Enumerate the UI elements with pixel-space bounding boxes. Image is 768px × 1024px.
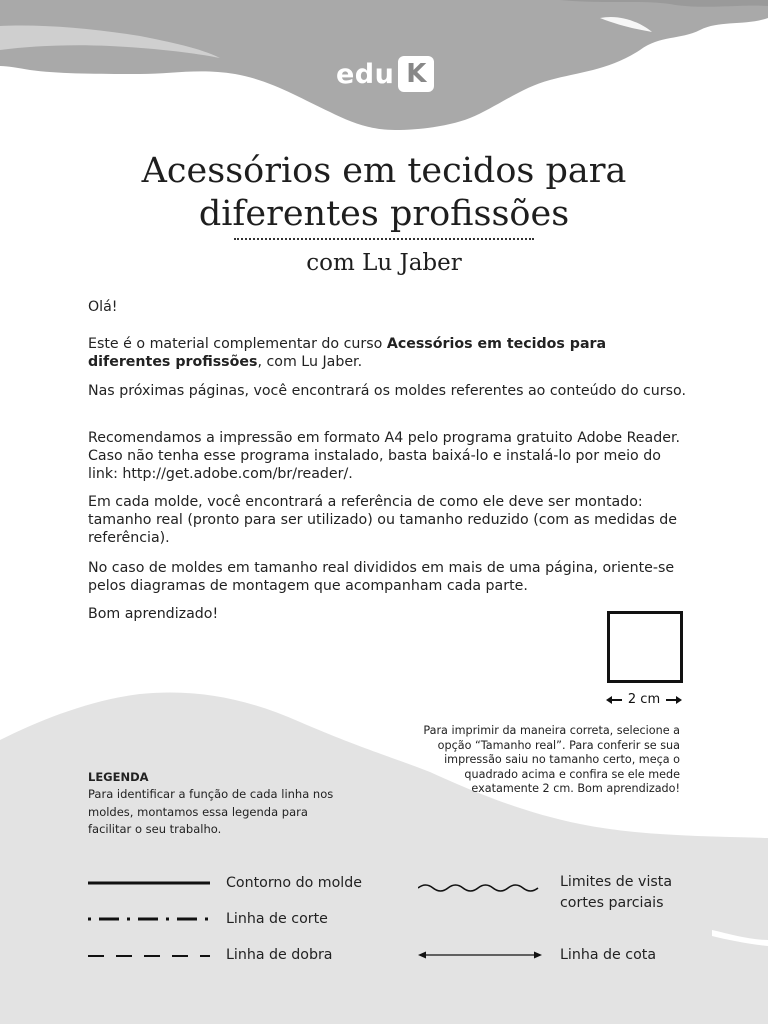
title-dotted-divider bbox=[234, 238, 534, 240]
calibration-square bbox=[607, 611, 683, 683]
legend-title: LEGENDA bbox=[88, 770, 149, 784]
paragraph-1 bbox=[88, 335, 688, 371]
legend-label-vista-line2: cortes parciais bbox=[560, 895, 664, 911]
legend-label-vista bbox=[560, 872, 672, 914]
paragraph-3: Recomendamos a impressão em formato A4 pelo programa gratuito Adobe Reader. Caso não tenha esse programa instalado, basta baixá-lo e instalá-lo por meio do link: http://get.adobe.com/br/reader/. bbox=[88, 430, 680, 482]
course-name: Acessórios em tecidos para diferentes profissões bbox=[88, 336, 607, 370]
paragraph-2: Nas próximas páginas, você encontrará os moldes referentes ao conteúdo do curso. bbox=[88, 383, 686, 399]
greeting: Olá! bbox=[88, 299, 118, 315]
paragraph-5: No caso de moldes em tamanho real divididos em mais de uma página, oriente-se pelos diagramas de montagem que acompanham cada parte. bbox=[88, 560, 675, 594]
closing-text: Bom aprendizado! bbox=[88, 606, 219, 622]
legend-label-cota: Linha de cota bbox=[560, 947, 657, 963]
legend-description: Para identificar a função de cada linha nos moldes, montamos essa legenda para facilitar o seu trabalho. bbox=[88, 787, 334, 836]
legend-label-corte: Linha de corte bbox=[226, 911, 328, 927]
print-instructions: Para imprimir da maneira correta, selecione a opção “Tamanho real”. Para conferir se sua impressão saiu no tamanho certo, meça o quadrado acima e confira se ele mede exatamente 2 cm. Bom aprendizado! bbox=[423, 724, 680, 795]
edu-k-logo bbox=[336, 56, 434, 92]
logo-text: edu bbox=[336, 58, 395, 90]
scale-indicator bbox=[606, 692, 682, 707]
scale-label: 2 cm bbox=[627, 692, 661, 707]
document-title bbox=[84, 150, 684, 236]
legend-left-samples bbox=[88, 876, 212, 966]
paragraph-1-post: , com Lu Jaber. bbox=[257, 354, 363, 370]
legend-label-vista-line1: Limites de vista bbox=[560, 874, 673, 890]
wavy-line-sample bbox=[418, 885, 538, 891]
legend-label-contorno: Contorno do molde bbox=[226, 875, 362, 891]
arrow-left-icon bbox=[606, 696, 622, 704]
document-subtitle: com Lu Jaber bbox=[306, 250, 462, 276]
legend-label-dobra: Linha de dobra bbox=[226, 947, 333, 963]
legend-right-samples bbox=[418, 880, 544, 964]
title-line-2: diferentes profissões bbox=[198, 194, 570, 234]
logo-k-box: K bbox=[398, 56, 434, 92]
paragraph-1-pre: Este é o material complementar do curso bbox=[88, 336, 387, 352]
arrow-right-icon bbox=[666, 696, 682, 704]
paragraph-4: Em cada molde, você encontrará a referência de como ele deve ser montado: tamanho real (pronto para ser utilizado) ou tamanho reduzido (com as medidas de referência). bbox=[88, 494, 678, 546]
title-line-1: Acessórios em tecidos para bbox=[141, 151, 627, 191]
dimension-line-sample bbox=[418, 952, 542, 959]
